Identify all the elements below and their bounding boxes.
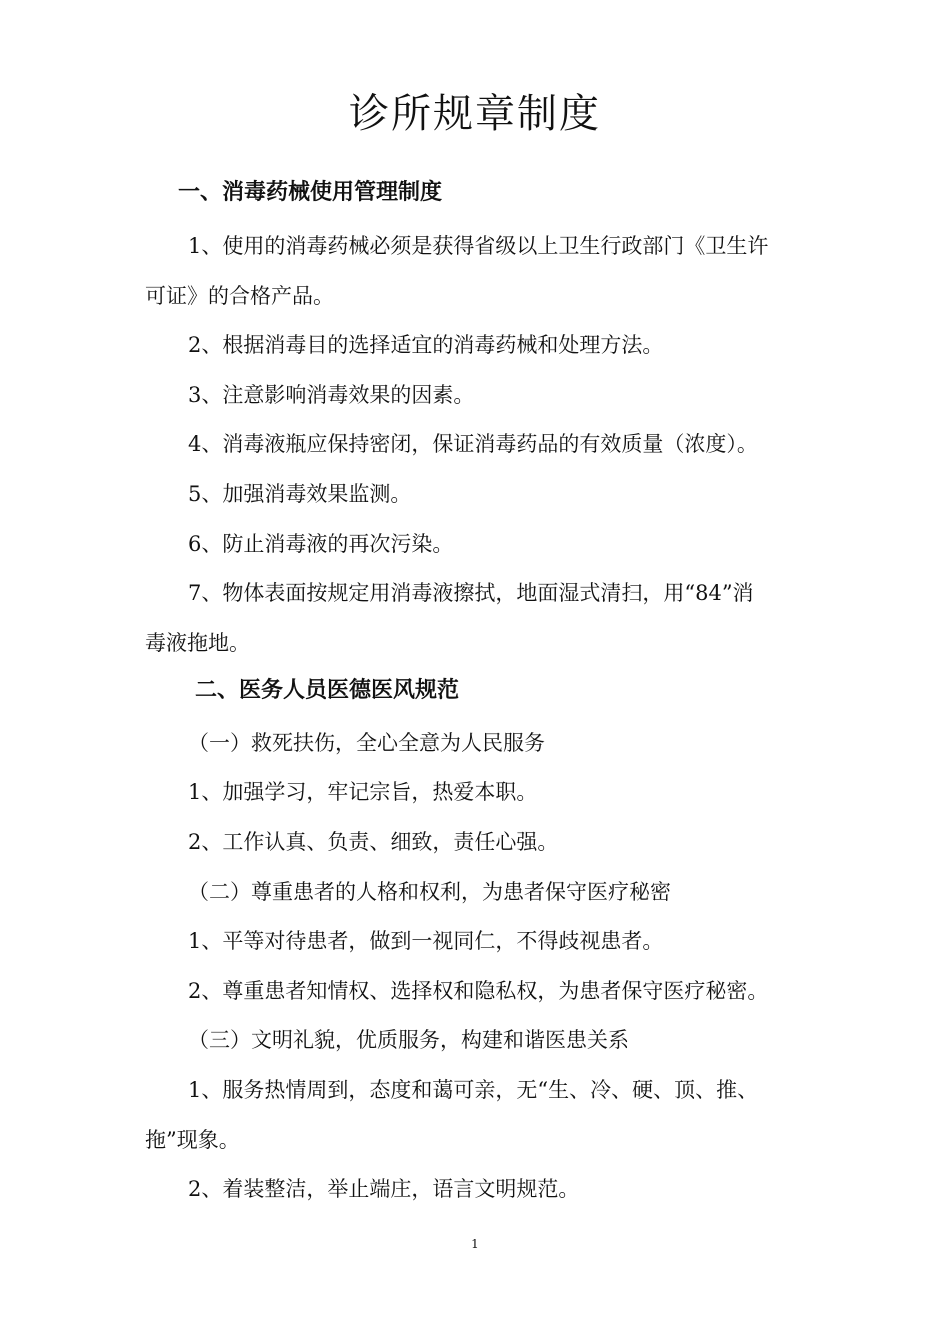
section-1-item-4: 4、消毒液瓶应保持密闭，保证消毒药品的有效质量（浓度）。	[188, 432, 758, 456]
section-2-sub-1-item-1: 1、加强学习，牢记宗旨，热爱本职。	[188, 780, 538, 804]
section-2-sub-2-item-2: 2、尊重患者知情权、选择权和隐私权，为患者保守医疗秘密。	[188, 979, 769, 1003]
section-2-sub-3-heading: （三）文明礼貌，优质服务，构建和谐医患关系	[188, 1028, 629, 1052]
section-1-item-7-line-1: 7、物体表面按规定用消毒液擦拭，地面湿式清扫，用“84”消	[188, 581, 754, 605]
section-2-sub-1-heading: （一）救死扶伤，全心全意为人民服务	[188, 731, 545, 755]
section-1-item-3: 3、注意影响消毒效果的因素。	[188, 383, 475, 407]
section-1-item-2: 2、根据消毒目的选择适宜的消毒药械和处理方法。	[188, 333, 664, 357]
section-1-item-5: 5、加强消毒效果监测。	[188, 482, 412, 506]
section-1-item-1-line-2: 可证》的合格产品。	[145, 284, 334, 308]
section-2-sub-3-item-1-line-2: 拖”现象。	[145, 1128, 240, 1152]
section-1-item-1-line-1: 1、使用的消毒药械必须是获得省级以上卫生行政部门《卫生许	[188, 234, 769, 258]
section-2-sub-3-item-1-line-1: 1、服务热情周到，态度和蔼可亲，无“生、冷、硬、顶、推、	[188, 1078, 759, 1102]
document-title: 诊所规章制度	[349, 91, 601, 137]
section-2-heading: 二、医务人员医德医风规范	[195, 678, 460, 703]
section-2-sub-3-item-2: 2、着装整洁，举止端庄，语言文明规范。	[188, 1177, 580, 1201]
section-1-heading: 一、消毒药械使用管理制度	[178, 180, 443, 205]
section-1-item-6: 6、防止消毒液的再次污染。	[188, 532, 454, 556]
section-2-sub-2-heading: （二）尊重患者的人格和权利，为患者保守医疗秘密	[188, 880, 671, 904]
section-2-sub-1-item-2: 2、工作认真、负责、细致，责任心强。	[188, 830, 559, 854]
page-number: 1	[471, 1237, 479, 1251]
section-2-sub-2-item-1: 1、平等对待患者，做到一视同仁，不得歧视患者。	[188, 929, 664, 953]
section-1-item-7-line-2: 毒液拖地。	[145, 631, 250, 655]
